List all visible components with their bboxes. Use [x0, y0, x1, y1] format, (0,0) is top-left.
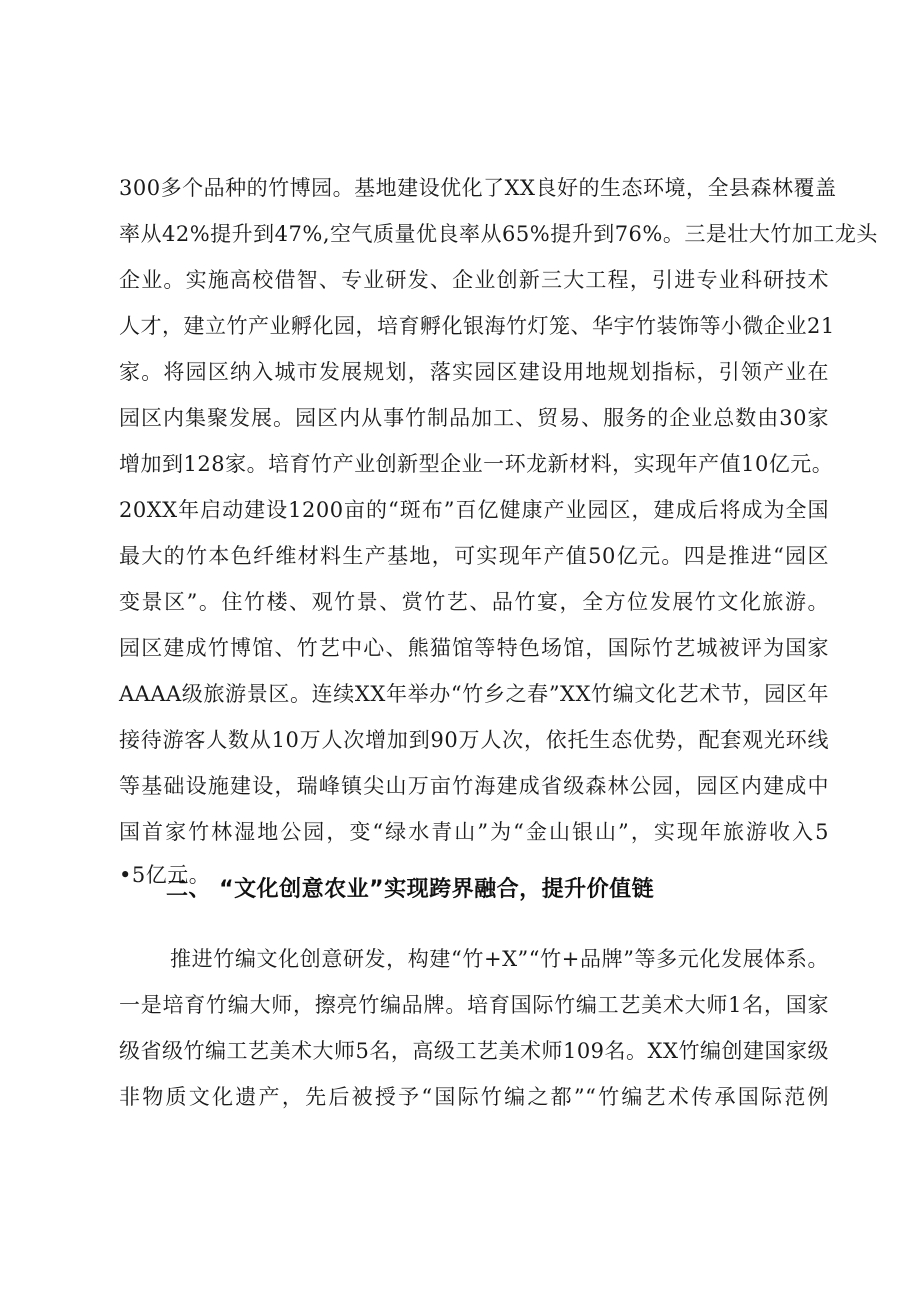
section-heading: 二、 “文化创意农业”实现跨界融合，提升价值链 — [166, 877, 655, 902]
text-line: 等基础设施建设，瑞峰镇尖山万亩竹海建成省级森林公园，园区内建成中 — [119, 774, 829, 798]
text-line: 非物质文化遗产，先后被授予“国际竹编之都”“竹编艺术传承国际范例 — [119, 1085, 829, 1109]
text-line: 20XX年启动建设1200亩的“斑布”百亿健康产业园区，建成后将成为全国 — [119, 498, 829, 522]
text-line: 接待游客人数从10万人次增加到90万人次，依托生态优势，配套观光环线 — [119, 728, 829, 752]
text-line: 最大的竹本色纤维材料生产基地，可实现年产值50亿元。四是推进“园区 — [119, 544, 829, 568]
text-line: 级省级竹编工艺美术大师5名，高级工艺美术师109名。XX竹编创建国家级 — [119, 1039, 829, 1063]
text-line: AAAA级旅游景区。连续XX年举办“竹乡之春”XX竹编文化艺术节，园区年 — [119, 682, 829, 706]
text-line: 变景区”。住竹楼、观竹景、赏竹艺、品竹宴，全方位发展竹文化旅游。 — [119, 590, 829, 614]
text-line: 率从42%提升到47%,空气质量优良率从65%提升到76%。三是壮大竹加工龙头 — [119, 222, 878, 246]
text-line: 人才，建立竹产业孵化园，培育孵化银海竹灯笼、华宇竹装饰等小微企业21 — [119, 314, 835, 338]
text-line: 推进竹编文化创意研发，构建“竹+X”“竹+品牌”等多元化发展体系。 — [170, 947, 829, 971]
text-line: •5亿元。 — [119, 863, 211, 887]
text-line: 一是培育竹编大师，擦亮竹编品牌。培育国际竹编工艺美术大师1名，国家 — [119, 993, 829, 1017]
text-line: 300多个品种的竹博园。基地建设优化了XX良好的生态环境，全县森林覆盖 — [119, 176, 837, 200]
text-line: 企业。实施高校借智、专业研发、企业创新三大工程，引进专业科研技术 — [119, 268, 829, 292]
text-line: 园区建成竹博馆、竹艺中心、熊猫馆等特色场馆，国际竹艺城被评为国家 — [119, 636, 829, 660]
text-line: 园区内集聚发展。园区内从事竹制品加工、贸易、服务的企业总数由30家 — [119, 406, 829, 430]
text-line: 增加到128家。培育竹产业创新型企业一环龙新材料，实现年产值10亿元。 — [119, 452, 834, 476]
text-line: 国首家竹林湿地公园，变“绿水青山”为“金山银山”，实现年旅游收入5 — [119, 820, 829, 844]
text-line: 家。将园区纳入城市发展规划，落实园区建设用地规划指标，引领产业在 — [119, 360, 829, 384]
